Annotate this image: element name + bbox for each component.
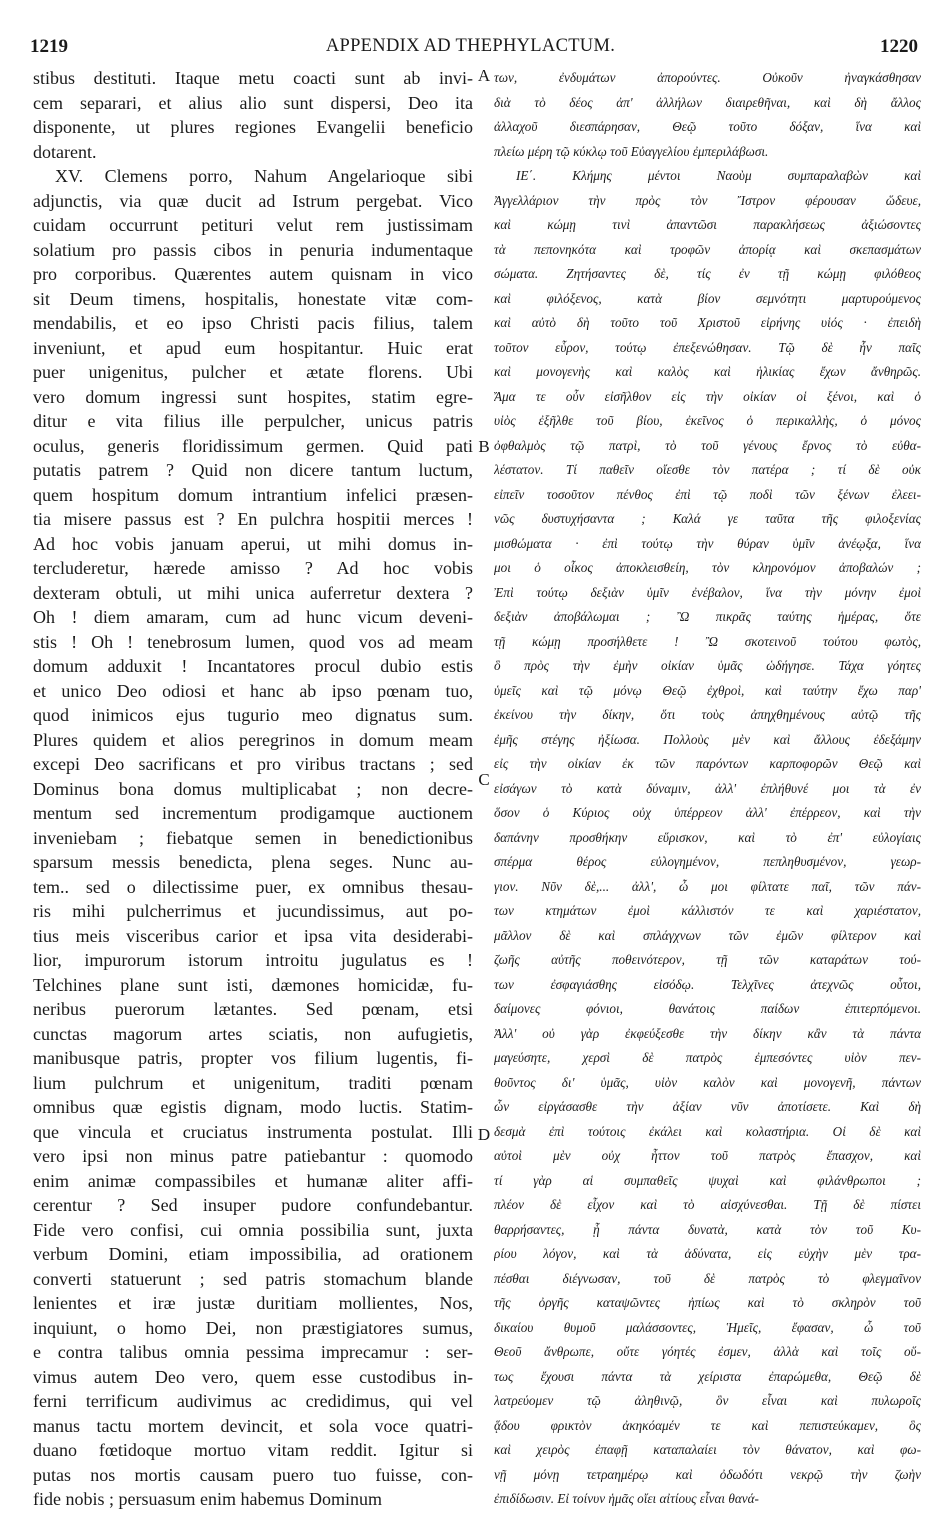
text-line: vero domum ingressi sunt hospites, statim egre-: [33, 386, 473, 407]
text-line: ΙΕ΄. Κλήμης μέντοι Ναοὺμ συμπαραλαβὼν καὶ: [516, 168, 921, 183]
text-line: Oh ! diem amaram, cum ad hunc vicum deveni-: [33, 607, 473, 627]
text-line: μισθώματα · ἐπὶ τούτῳ τὴν θύραν ὑμῖν ἀνέῳξα, ἵνα: [494, 535, 921, 551]
text-line: δαίμονες φόνιοι, θανάτοις παίδων ἐπιτερπόμενοι.: [494, 1001, 921, 1016]
text-line: ρίου λόγον, καὶ τὰ ἀδύνατα, εἰς εὐχὴν μὲν τρα-: [494, 1246, 921, 1261]
text-line: τί γὰρ αἱ συμπαθεῖς ψυχαὶ καὶ φιλάνθρωποι ;: [494, 1172, 921, 1188]
text-line: πέσθαι διέγνωσαν, τοῦ δὲ πατρὸς τὸ φλεγμαῖνον: [494, 1270, 921, 1286]
text-line: inveniunt, et apud eum hospitantur. Huic erat: [33, 337, 473, 358]
text-line: πλείω μέρη τῷ κύκλῳ τοῦ Εὐαγγελίου ἐμπεριλάβωσι.: [494, 143, 769, 159]
text-line: vimus autem Deo vero, quem esse custodibus in-: [33, 1366, 473, 1387]
text-line: et unico Deo odiosi et hanc ab ipso pœnam tuo,: [33, 680, 473, 701]
text-line: καὶ αὐτὸ δὴ τοῦτο τοῦ Χριστοῦ εἰρήνης υἱός · ἐπειδὴ: [494, 315, 921, 330]
text-line: tius meis visceribus carior et ipsa vita desiderabi-: [33, 925, 473, 946]
text-line: τως ἔχουσι πάντα τὰ χείριστα ἐπαρώμεθα, Θεῷ δὲ: [494, 1368, 921, 1384]
text-line: εἰπεῖν τοσοῦτον πένθος ἐπὶ τῷ ποδὶ τῶν ξένων ἐλεει-: [494, 486, 921, 502]
text-line: αὐτοὶ μὲν οὐχ ἧττον τοῦ πατρὸς ἔπασχον, καὶ: [494, 1148, 921, 1163]
text-line: Ἅμα τε οὖν εἰσῆλθον εἰς τὴν οἰκίαν οἱ ξένοι, καὶ ὁ: [494, 388, 921, 404]
text-line: duano fœtidoque mortuo vitam reddit. Igitur si: [33, 1440, 473, 1460]
text-line: Plures quidem et alios peregrinos in domum meam: [33, 729, 473, 750]
text-line: των κτημάτων ἐμοὶ κάλλιστόν τε καὶ χαριέστατον,: [494, 903, 921, 918]
text-line: ὃ πρὸς τὴν ἐμὴν οἰκίαν ὑμᾶς ὡδήγησε. Τάχα γόητες: [494, 658, 921, 673]
text-line: ὅσον ὁ Κύριος οὐχ ὑπέρρεον ἀλλ' ἐπέρρεον, καὶ τὴν: [494, 805, 921, 820]
text-line: των, ἐνδυμάτων ἀπορούντες. Οὐκοῦν ἠναγκάσθησαν: [494, 70, 921, 85]
text-line: tercluderetur, hærede amisso ? Ad hoc vobis: [33, 558, 473, 578]
text-line: δεξιὰν ἀποβάλωμαι ; Ὢ πικρᾶς ταύτης ἡμέρας, ὅτε: [494, 609, 921, 624]
text-line: dexteram obtuli, ut mihi unica auferretur dextera ?: [33, 582, 473, 603]
text-line: inquiunt, o homo Dei, non præstigiatores sumus,: [33, 1317, 473, 1338]
text-line: δεσμὰ ἐπὶ τούτοις ἐκάλει καὶ κολαστήρια. Οἱ δὲ καὶ: [494, 1123, 921, 1139]
text-line: νῇ μόνῃ τετραημέρῳ καὶ ὀδωδότι νεκρῷ τὴν ζωὴν: [494, 1466, 921, 1482]
text-line: lenientes et iræ justæ duritiam mollientes, Nos,: [33, 1293, 473, 1313]
text-line: Ἀλλ' οὐ γὰρ ἐκφεύξεσθε τὴν δίκην κἂν τὰ πάντα: [494, 1025, 921, 1041]
text-line: ζωῆς αὐτῆς ποθεινότερον, τῇ τῶν καταράτων τού-: [494, 952, 921, 967]
running-title: APPENDIX AD THEPHYLACTUM.: [325, 36, 616, 56]
text-line: mentum sed incrementum prodigamque auctionem: [33, 803, 473, 823]
text-line: vero ipsi non minus patre patiebantur : quomodo: [33, 1146, 473, 1166]
text-line: putatis patrem ? Quid non dicere tantum luctum,: [33, 460, 473, 480]
text-line: θοῦντος δι' ὑμᾶς, υἱὸν καλὸν καὶ μονογενῆ, πάντων: [494, 1074, 921, 1090]
text-line: υἱὸς ἐξῆλθε τοῦ βίου, ἐκεῖνος ὁ περικαλλὴς, ὁ μόνος: [494, 413, 921, 428]
text-line: Ἐπὶ τούτῳ δεξιὰν ὑμῖν ἐνέβαλον, ἵνα τὴν μόνην ἐμοὶ: [494, 584, 921, 600]
text-line: θαρρήσαντες, ᾗ πάντα δυνατὰ, κατὰ τὸν τοῦ Κυ-: [494, 1221, 921, 1237]
text-line: τὰ πεπονηκότα καὶ τροφῶν ἀπορίᾳ καὶ σκεπασμάτων: [494, 241, 921, 257]
text-line: stibus destituti. Itaque metu coacti sunt ab invi-: [33, 68, 473, 88]
text-line: manus tactu mortem devincit, et sola voce quatri-: [33, 1415, 473, 1436]
text-line: stis ! Oh ! tenebrosum lumen, quod vos ad meam: [33, 631, 473, 652]
section-marker-a: A: [477, 66, 491, 85]
text-line: adjunctis, via quæ ducit ad Istrum pergebat. Vico: [33, 190, 473, 211]
text-line: καὶ μονογενὴς καὶ καλὸς καὶ ἡλικίας ἔχων ἄνθηρῶς.: [494, 364, 921, 379]
text-line: tem.. sed o dilectissime puer, ex omnibus thesau-: [33, 876, 473, 897]
text-line: εἰς τὴν οἰκίαν ἐκ τῶν παρόντων καρποφορῶν Θεῷ καὶ: [494, 756, 921, 771]
text-line: excepi Deo sacrificans et pro viribus tractans ; sed: [33, 754, 473, 774]
text-line: σώματα. Ζητήσαντες δὲ, τίς ἐν τῇ κώμῃ φιλόθεος: [494, 266, 921, 281]
text-line: cuidam occurrunt petituri velut rem justissimam: [33, 215, 473, 235]
text-line: διὰ τὸ δέος ἀπ' ἀλλήλων διαιρεθῆναι, καὶ δὴ ἄλλος: [494, 94, 921, 110]
text-line: καὶ κώμῃ τινὶ ἀπαντῶσι παρακλήσεως ἀξιώσοντες: [494, 217, 921, 232]
text-line: verbum Domini, etiam impossibilia, ad orationem: [33, 1244, 473, 1264]
text-line: lium pulchrum et unigenitum, traditi pœnam: [33, 1072, 473, 1093]
text-line: converti statuerunt ; sed patris stomachum blande: [33, 1268, 473, 1289]
text-line: sparsum messis benedicta, plena seges. Nunc au-: [33, 852, 473, 872]
text-line: dotarent.: [33, 141, 97, 162]
text-line: των ἐσφαγιάσθης εἰσόδῳ. Τελχῖνες ἀτεχνῶς οὗτοι,: [494, 976, 921, 992]
text-line: εἰσάγων τὸ κατὰ δύναμιν, ἀλλ' ἐπλήθυνέ μοι τὰ ἐν: [494, 780, 921, 796]
text-line: δαπάνην προσθήκην εὕρισκον, καὶ τὸ ἐπ' εὐλογίαις: [494, 829, 921, 845]
text-line: lior, impurorum istorum introitu jugulatus es !: [33, 950, 473, 970]
greek-column: [494, 66, 921, 1512]
text-line: ferni terrificum audivimus ac credidimus, qui vel: [33, 1391, 473, 1411]
text-line: ὑμεῖς καὶ τῷ μόνῳ Θεῷ ἐχθροὶ, καὶ ταύτην ἔχω παρ': [494, 682, 921, 698]
text-line: tia misere passus est ? En pulchra hospitii merces !: [33, 509, 473, 529]
latin-column: [33, 66, 473, 1512]
text-line: καὶ χειρὸς ἐπαφῇ καταπαλαίει τὸν θάνατον, καὶ φω-: [494, 1442, 921, 1457]
text-line: e contra talibus omnia pessima imprecamur : ser-: [33, 1342, 473, 1362]
text-line: ἐμῆς στέγης ἠξίωσα. Πολλοὺς μὲν καὶ ἄλλους ἐδεξάμην: [494, 731, 921, 747]
text-line: mendabilis, et eo ipso Christi pacis filius, talem: [33, 313, 473, 333]
text-line: ὧν εἰργάσασθε τὴν ἀξίαν νῦν ἀποτίσετε. Καὶ δὴ: [494, 1099, 921, 1114]
text-line: cerentur ? Sed insuper pudore confundebantur.: [33, 1195, 473, 1215]
text-line: σπέρμα θέρος εὐλογημένον, πεπληθυσμένον, γεωρ-: [494, 854, 921, 869]
text-line: ὀφθαλμὸς τῷ πατρὶ, τὸ τοῦ γένους ἔρνος τὸ εὐθα-: [494, 437, 921, 453]
text-line: πλέον δὲ εἶχον καὶ τὸ αἰσχύνεσθαι. Τῇ δὲ πίστει: [494, 1197, 921, 1212]
text-line: Ad hoc vobis januam aperui, ut mihi domus in-: [33, 533, 473, 554]
text-line: quem hospitum domum intrantium infelici præsen-: [33, 484, 473, 505]
text-line: que vincula et cruciatus instrumenta postulat. Illi: [33, 1121, 473, 1142]
text-line: δικαίου θυμοῦ μαλάσσοντες, Ἡμεῖς, ἔφασαν, ὦ τοῦ: [494, 1319, 921, 1335]
text-line: ris mihi pulcherrimus et jucundissimus, aut po-: [33, 901, 473, 921]
section-marker-c: C: [478, 770, 490, 789]
text-line: Fide vero confisi, cui omnia possibilia sunt, juxta: [33, 1219, 473, 1240]
text-line: cem separari, et alius alio sunt dispersi, Deo ita: [33, 92, 473, 113]
text-line: sit Deum timens, hospitalis, honestate vitæ com-: [33, 288, 473, 309]
text-line: καὶ φιλόξενος, κατὰ βίον σεμνότητι μαρτυρούμενος: [494, 290, 921, 306]
page-header: [0, 0, 941, 60]
text-line: νῶς δυστυχήσαντα ; Καλά γε ταῦτα τῆς φιλοξενίας: [494, 511, 921, 526]
text-line: Telchines plane sunt isti, dæmones homicidæ, fu-: [33, 974, 473, 995]
text-line: λατρεύομεν τῷ ἀληθινῷ, ὃν εἶναι καὶ πυλωροῖς: [494, 1393, 921, 1408]
text-line: manibusque patris, propter vos filium lugentis, fi-: [33, 1048, 473, 1068]
text-line: τῇ κώμῃ προσήλθετε ! Ὢ σκοτεινοῦ τούτου φωτὸς,: [494, 633, 921, 649]
text-line: oculus, generis floridissimum germen. Quid pati: [33, 435, 473, 456]
text-line: domum adduxit ! Incantatores procul dubio estis: [33, 656, 473, 676]
text-line: ditur e vita filius ille perpulcher, unicus patris: [33, 411, 473, 431]
text-line: μαγεύσητε, χερσὶ δὲ πατρὸς ἐμπεσόντες υἱὸν πεν-: [494, 1050, 921, 1065]
text-line: pro corporibus. Quærentes autem quisnam in vico: [33, 264, 473, 284]
text-line: μοι ὁ οἶκος ἀποκλεισθείη, τὸν κληρονόμον ἀποβαλών ;: [494, 560, 921, 575]
text-line: ἀλλαχοῦ διεσπάρησαν, Θεῷ τοῦτο δόξαν, ἵνα καὶ: [494, 119, 921, 134]
section-marker-b: B: [478, 437, 490, 456]
text-line: Θεοῦ ἄνθρωπε, οὔτε γόητές ἐσμεν, ἀλλὰ καὶ τοῖς οὕ-: [494, 1344, 921, 1359]
text-line: inveniebam ; fiebatque semen in benedictionibus: [33, 827, 473, 848]
left-column-number: 1219: [30, 36, 68, 57]
text-line: putas nos mortis causam puero tuo fuisse, con-: [33, 1464, 473, 1485]
text-line: omnibus quæ egistis dignam, modo luctis. Statim-: [33, 1097, 473, 1117]
text-line: XV. Clemens porro, Nahum Angelarioque sibi: [55, 166, 473, 186]
text-line: solatium pro passis cibos in penuria indumentaque: [33, 239, 473, 260]
text-line: μᾶλλον δὲ καὶ σπλάγχνων τῶν ἐμῶν φίλτερον καὶ: [494, 927, 921, 943]
text-line: ᾅδου φρικτὸν ἀκηκόαμέν τε καὶ πεπιστεύκαμεν, ὃς: [494, 1417, 921, 1433]
text-line: Dominus bona domus multiplicabat ; non decre-: [33, 778, 473, 799]
text-line: fide nobis ; persuasum enim habemus Dominum: [33, 1489, 382, 1509]
text-line: neribus puerorum lætantes. Sed pœnam, etsi: [33, 999, 473, 1019]
text-line: puer unigenitus, pulcher et ætate florens. Ubi: [33, 362, 473, 382]
right-column-number: 1220: [880, 36, 918, 57]
text-line: ἐκείνου τὴν δίκην, ὅτι τοὺς ἀπηχθημένους αὐτῷ τῆς: [494, 707, 921, 722]
text-line: γιον. Νῦν δὲ,... ἀλλ', ὦ μοι φίλτατε παῖ, τῶν πάν-: [494, 878, 921, 894]
text-line: λέστατον. Τί παθεῖν οἴεσθε τὸν πατέρα ; τί δὲ οὐκ: [494, 462, 921, 477]
text-line: disponente, ut plures regiones Evangelii beneficio: [33, 117, 473, 137]
text-line: τῆς ὀργῆς καταψῶντες ἠπίως καὶ τὸ σκληρὸν τοῦ: [494, 1295, 921, 1310]
text-line: ἐπιδίδωσιν. Εἰ τοίνυν ἡμᾶς οἴει αἰτίους εἶναι θανά-: [494, 1491, 759, 1506]
text-line: τοῦτον εὗρον, τούτῳ ἐπεξενώθησαν. Τῷ δὲ ἦν παῖς: [494, 339, 921, 355]
text-line: quod inimicos ejus tugurio meo dignatus sum.: [33, 705, 473, 725]
text-line: Ἀγγελλάριον τὴν πρὸς τὸν Ἴστρον φέρουσαν ὥδευε,: [494, 192, 921, 208]
text-line: cunctas magorum artes sciatis, non aufugietis,: [33, 1023, 473, 1044]
text-line: enim animæ compassibiles et humanæ aliter affi-: [33, 1170, 473, 1191]
section-marker-d: D: [477, 1125, 491, 1144]
